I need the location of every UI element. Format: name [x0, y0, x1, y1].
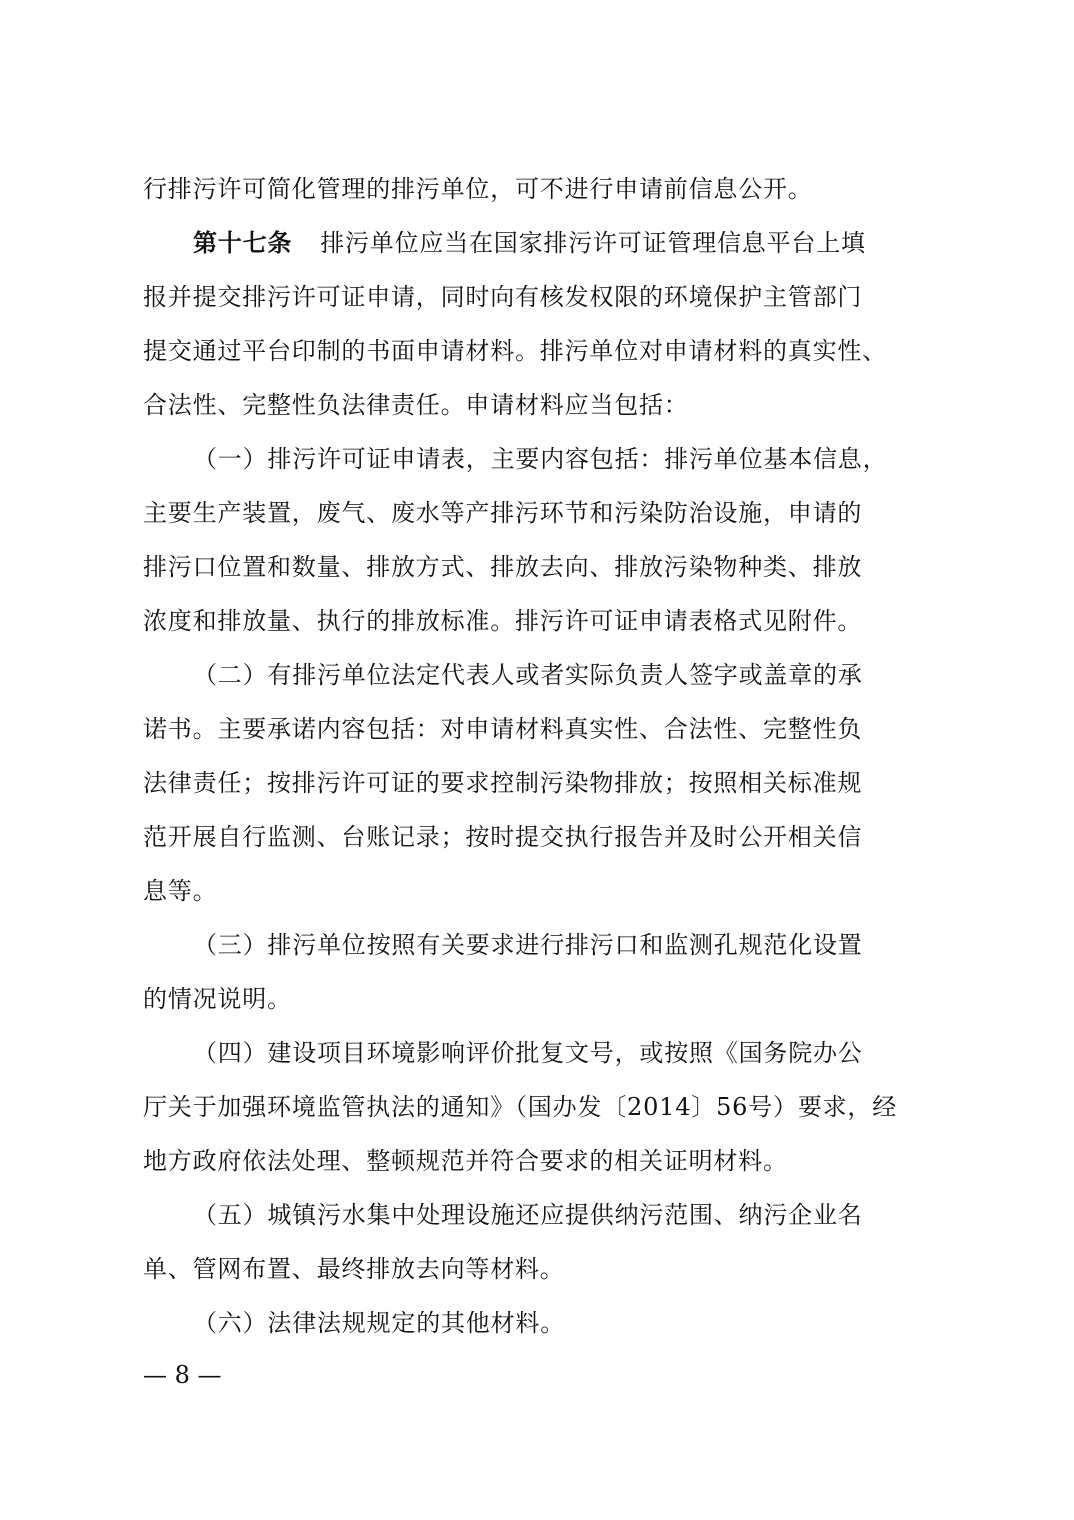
text-line: 报并提交排污许可证申请，同时向有核发权限的环境保护主管部门: [143, 283, 863, 311]
article-17-first-line: [143, 216, 943, 270]
item-4-line: （四）建设项目环境影响评价批复文号，或按照《国务院办公: [193, 1039, 863, 1067]
item-6-line: （六）法律法规规定的其他材料。: [193, 1309, 565, 1337]
text-line: 诺书。主要承诺内容包括：对申请材料真实性、合法性、完整性负: [143, 715, 863, 743]
text-line: 浓度和排放量、执行的排放标准。排污许可证申请表格式见附件。: [143, 607, 863, 635]
text-line: 范开展自行监测、台账记录；按时提交执行报告并及时公开相关信: [143, 823, 863, 851]
article-heading: 第十七条: [193, 229, 293, 257]
text-line: 息等。: [143, 877, 218, 905]
text-line: 地方政府依法处理、整顿规范并符合要求的相关证明材料。: [143, 1147, 788, 1175]
item-2-line: （二）有排污单位法定代表人或者实际负责人签字或盖章的承: [193, 661, 863, 689]
text-line: 行排污许可简化管理的排污单位，可不进行申请前信息公开。: [143, 175, 813, 203]
text-line: 的情况说明。: [143, 985, 292, 1013]
body-text: [143, 162, 943, 1350]
text-line: 厅关于加强环境监管执法的通知》（国办发〔2014〕56号）要求，经: [143, 1093, 898, 1121]
text-line: 合法性、完整性负法律责任。申请材料应当包括：: [143, 391, 689, 419]
text-line: 排污口位置和数量、排放方式、排放去向、排放污染物种类、排放: [143, 553, 863, 581]
text-line: 排污单位应当在国家排污许可证管理信息平台上填: [320, 229, 866, 257]
item-1-line: （一）排污许可证申请表，主要内容包括：排污单位基本信息，: [193, 445, 888, 473]
text-line: 单、管网布置、最终排放去向等材料。: [143, 1255, 565, 1283]
page-number: — 8 —: [143, 1361, 222, 1389]
item-5-line: （五）城镇污水集中处理设施还应提供纳污范围、纳污企业名: [193, 1201, 863, 1229]
text-line: 提交通过平台印制的书面申请材料。排污单位对申请材料的真实性、: [143, 337, 887, 365]
item-3-line: （三）排污单位按照有关要求进行排污口和监测孔规范化设置: [193, 931, 863, 959]
text-line: 主要生产装置，废气、废水等产排污环节和污染防治设施，申请的: [143, 499, 863, 527]
text-line: 法律责任；按排污许可证的要求控制污染物排放；按照相关标准规: [143, 769, 863, 797]
